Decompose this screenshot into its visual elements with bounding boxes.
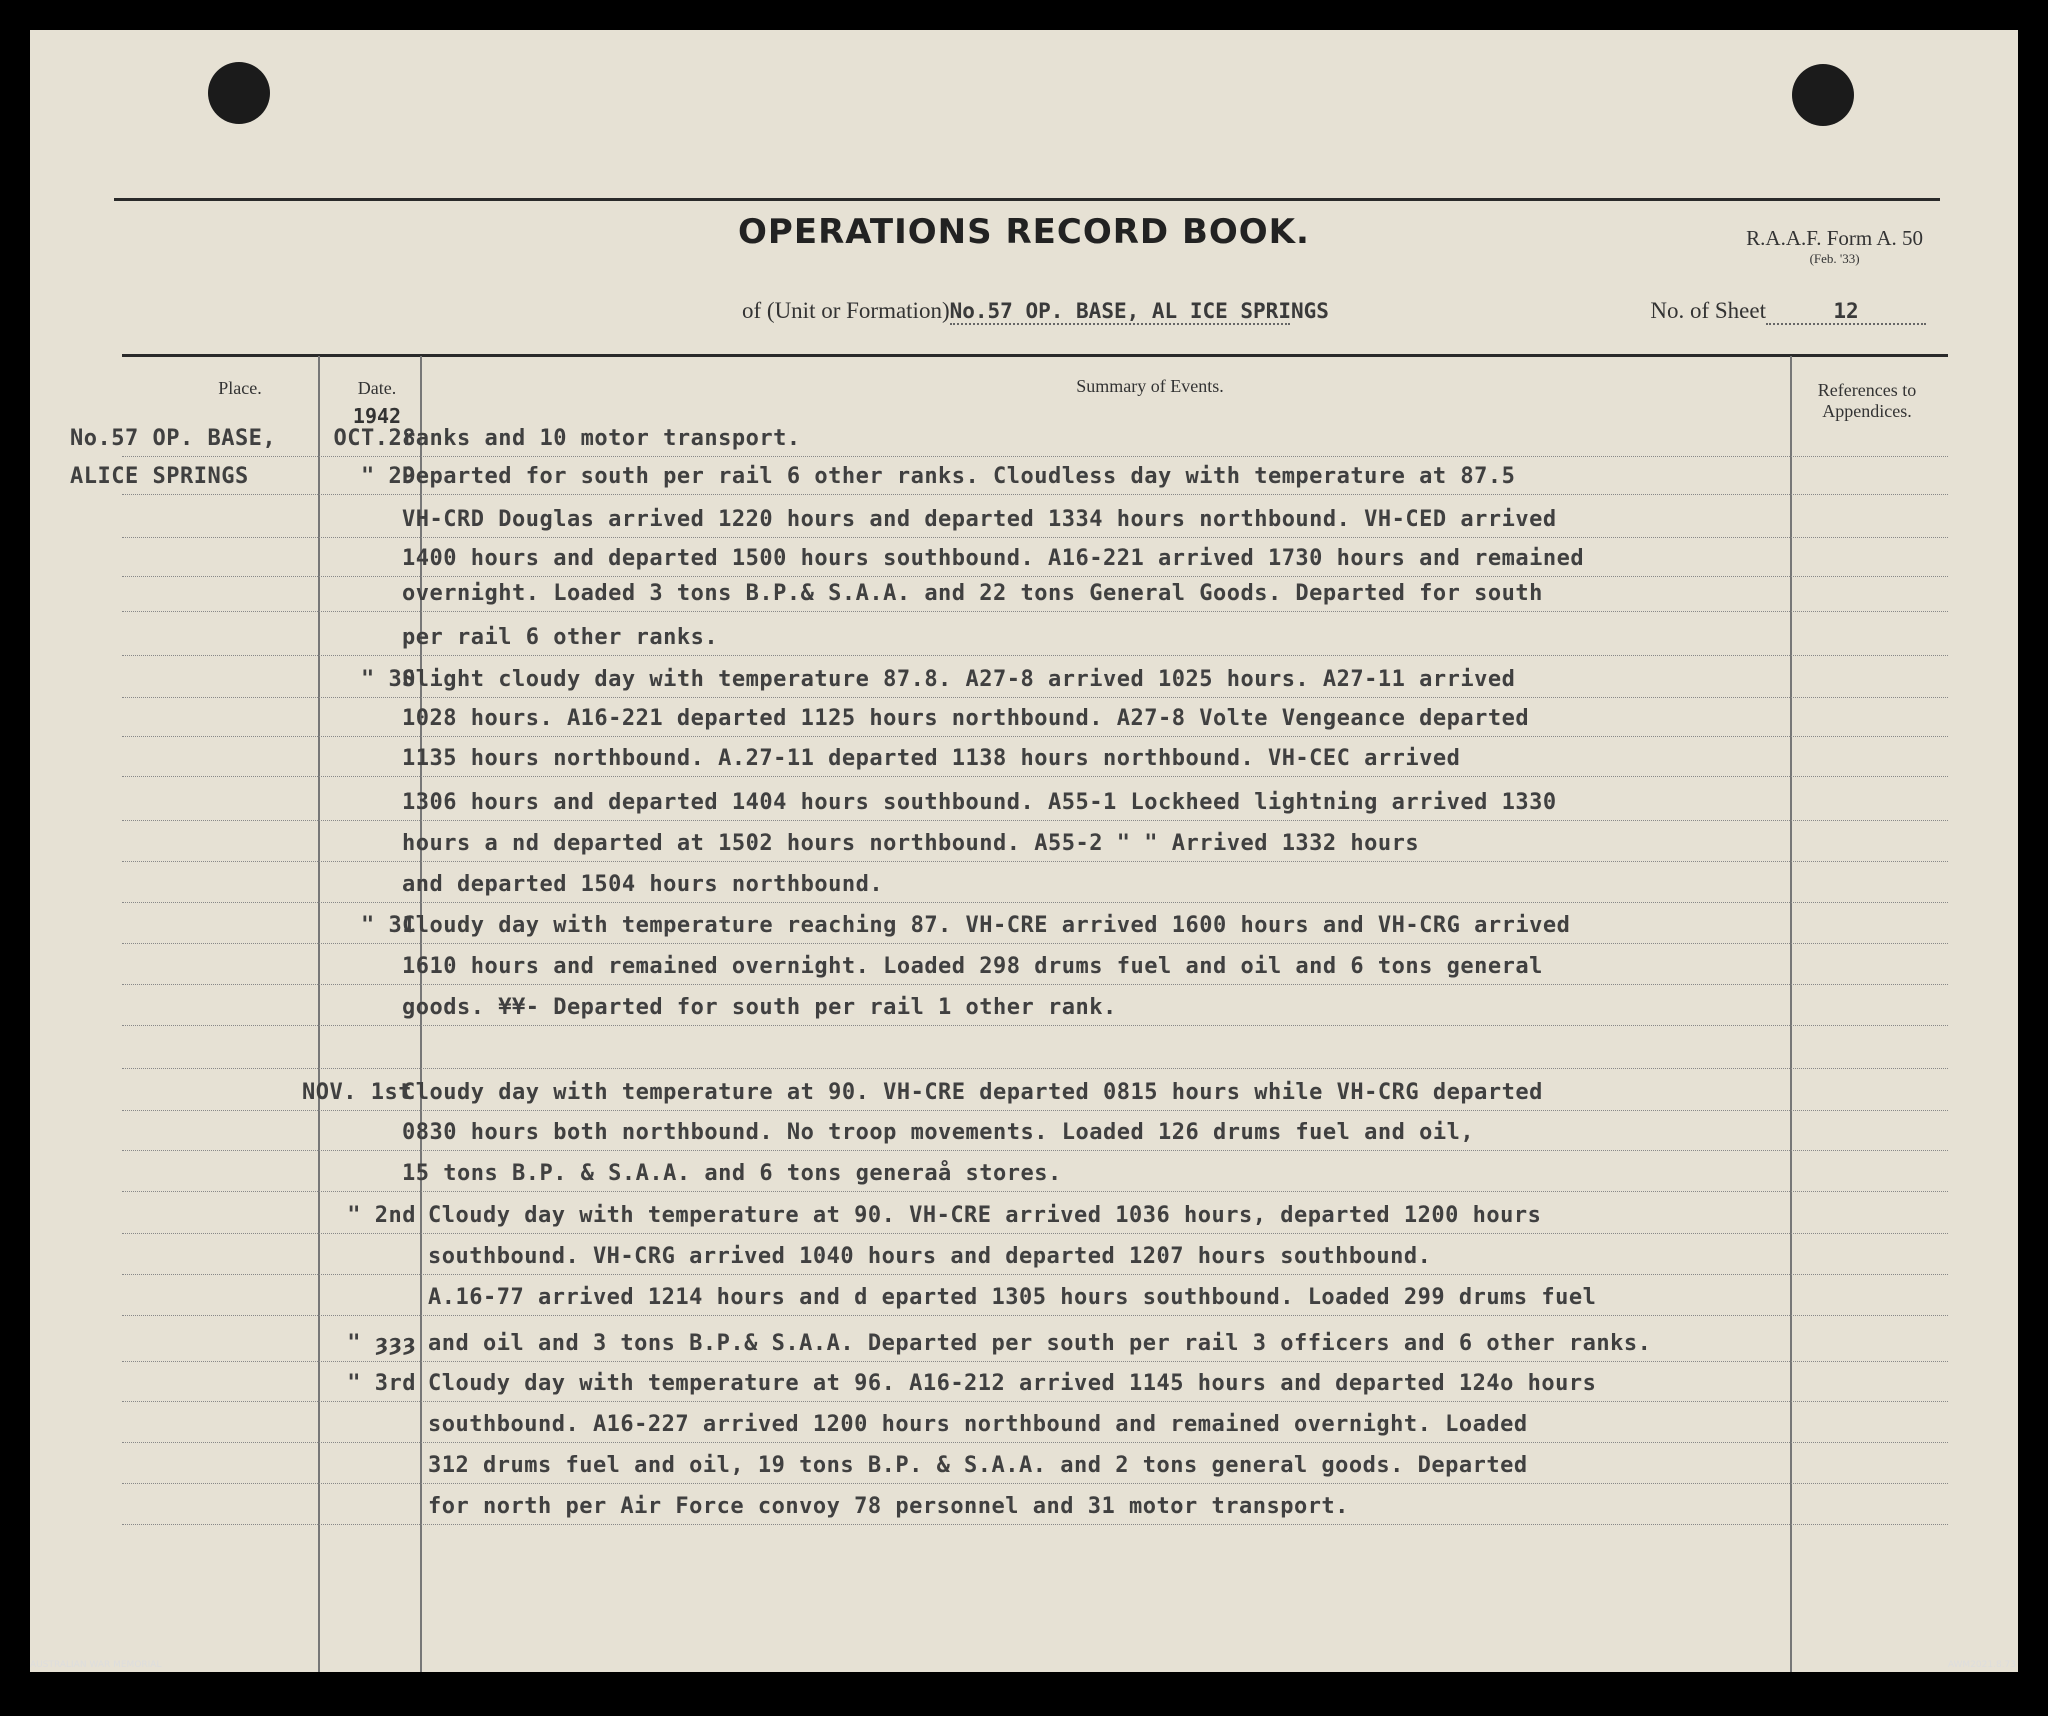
punch-hole-left xyxy=(208,62,270,124)
table-row xyxy=(30,1199,2018,1233)
table-row xyxy=(30,827,2018,861)
row-summary: Cloudy day with temperature reaching 87. VH-CRE arrived 1600 hours and VH-CRG arrived xyxy=(402,913,1571,938)
ruled-line xyxy=(122,1361,1948,1362)
row-place: No.57 OP. BASE, xyxy=(70,426,277,451)
unit-label: of (Unit or Formation) xyxy=(742,298,950,323)
row-summary: Cloudy day with temperature at 90. VH-CRE departed 0815 hours while VH-CRG departed xyxy=(402,1080,1543,1105)
row-summary: ranks and 10 motor transport. xyxy=(402,426,801,451)
row-date: " ȝȝȝ xyxy=(347,1331,416,1356)
table-row xyxy=(30,1367,2018,1401)
row-date: OCT.28 xyxy=(333,426,416,451)
row-summary: 15 tons B.P. & S.A.A. and 6 tons generaå stores. xyxy=(402,1161,1062,1186)
table-row xyxy=(30,422,2018,456)
row-summary: Cloudy day with temperature at 96. A16-212 arrived 1145 hours and departed 124o hours xyxy=(428,1371,1597,1396)
table-row xyxy=(30,950,2018,984)
ruled-line xyxy=(122,655,1948,656)
table-row xyxy=(30,1116,2018,1150)
ruled-line xyxy=(122,494,1948,495)
row-date: " 31 xyxy=(361,913,416,938)
row-summary: 1400 hours and departed 1500 hours southbound. A16-221 arrived 1730 hours and remained xyxy=(402,546,1585,571)
unit-line xyxy=(742,298,1329,325)
row-date: " 3rd xyxy=(347,1371,416,1396)
table-row xyxy=(30,1281,2018,1315)
row-summary: southbound. VH-CRG arrived 1040 hours and departed 1207 hours southbound. xyxy=(428,1244,1432,1269)
sheet-number xyxy=(1650,298,1926,325)
row-summary: 1135 hours northbound. A.27-11 departed 1138 hours northbound. VH-CEC arrived xyxy=(402,746,1461,771)
ruled-line xyxy=(122,861,1948,862)
row-summary: 1028 hours. A16-221 departed 1125 hours northbound. A27-8 Volte Vengeance departed xyxy=(402,706,1530,731)
ruled-line xyxy=(122,1233,1948,1234)
footer-left: AUSTRALIAN WAR MEMORIAL xyxy=(30,1660,162,1670)
ruled-line xyxy=(122,1524,1948,1525)
table-row xyxy=(30,1076,2018,1110)
row-summary: Slight cloudy day with temperature 87.8. A27-8 arrived 1025 hours. A27-11 arrived xyxy=(402,667,1516,692)
ruled-line xyxy=(122,943,1948,944)
ruled-line xyxy=(122,537,1948,538)
page-title: OPERATIONS RECORD BOOK. xyxy=(738,212,1310,252)
table-row xyxy=(30,742,2018,776)
ruled-line xyxy=(122,1191,1948,1192)
column-header-place: Place. xyxy=(218,378,262,398)
row-summary: A.16-77 arrived 1214 hours and d eparted 1305 hours southbound. Loaded 299 drums fuel xyxy=(428,1285,1597,1310)
punch-hole-right xyxy=(1792,64,1854,126)
row-date: " 2nd xyxy=(347,1203,416,1228)
table-row xyxy=(30,542,2018,576)
row-date: NOV. 1st xyxy=(302,1080,412,1105)
ruled-line xyxy=(122,776,1948,777)
table-row xyxy=(30,991,2018,1025)
ruled-line xyxy=(122,820,1948,821)
row-summary: southbound. A16-227 arrived 1200 hours northbound and remained overnight. Loaded xyxy=(428,1412,1528,1437)
document-page xyxy=(30,30,2018,1672)
table-row xyxy=(30,868,2018,902)
table-row xyxy=(30,663,2018,697)
row-summary: VH-CRD Douglas arrived 1220 hours and departed 1334 hours northbound. VH-CED arrived xyxy=(402,507,1557,532)
table-row xyxy=(30,702,2018,736)
table-row xyxy=(30,1449,2018,1483)
ruled-line xyxy=(122,736,1948,737)
column-header-year: 1942 xyxy=(352,404,402,428)
table-row xyxy=(30,1240,2018,1274)
sheet-label: No. of Sheet xyxy=(1650,298,1766,323)
ruled-line xyxy=(122,697,1948,698)
row-summary: and departed 1504 hours northbound. xyxy=(402,872,884,897)
ruled-line xyxy=(122,1401,1948,1402)
table-row xyxy=(30,460,2018,494)
ruled-line xyxy=(122,1483,1948,1484)
row-summary: 1610 hours and remained overnight. Loaded 298 drums fuel and oil and 6 tons general xyxy=(402,954,1543,979)
form-number: R.A.A.F. Form A. 50 xyxy=(1746,226,1923,250)
ruled-line xyxy=(122,984,1948,985)
sheet-value: 12 xyxy=(1766,299,1926,325)
column-header-summary: Summary of Events. xyxy=(1076,376,1224,396)
row-summary: for north per Air Force convoy 78 personnel and 31 motor transport. xyxy=(428,1494,1349,1519)
ruled-line xyxy=(122,1110,1948,1111)
footer-right: AWM2021.8.73 xyxy=(1947,1660,2016,1670)
column-header-date: Date. xyxy=(357,378,397,398)
row-summary: 0830 hours both northbound. No troop movements. Loaded 126 drums fuel and oil, xyxy=(402,1120,1475,1145)
table-row xyxy=(30,786,2018,820)
table-row xyxy=(30,621,2018,655)
ruled-line xyxy=(122,1150,1948,1151)
ruled-line xyxy=(122,1274,1948,1275)
table-row xyxy=(30,909,2018,943)
ruled-line xyxy=(122,611,1948,612)
unit-value: No.57 OP. BASE, AL ICE SPRINGS xyxy=(949,299,1329,323)
table-row xyxy=(30,1327,2018,1361)
row-summary: goods. ¥¥- Departed for south per rail 1 other rank. xyxy=(402,995,1117,1020)
table-row xyxy=(30,503,2018,537)
top-rule xyxy=(114,198,1940,201)
form-reference xyxy=(1746,226,1923,267)
form-date: (Feb. '33) xyxy=(1809,251,1860,266)
row-summary: Departed for south per rail 6 other ranks. Cloudless day with temperature at 87.5 xyxy=(402,464,1516,489)
table-row xyxy=(30,1490,2018,1524)
ruled-line xyxy=(122,1068,1948,1069)
table-row xyxy=(30,1408,2018,1442)
column-header-references: References to Appendices. xyxy=(1817,380,1917,421)
table-top-rule xyxy=(122,354,1948,357)
row-summary: 1306 hours and departed 1404 hours southbound. A55-1 Lockheed lightning arrived 1330 xyxy=(402,790,1557,815)
row-summary: overnight. Loaded 3 tons B.P.& S.A.A. and 22 tons General Goods. Departed for south xyxy=(402,581,1543,606)
row-summary: and oil and 3 tons B.P.& S.A.A. Departed per south per rail 3 officers and 6 other ranks. xyxy=(428,1331,1652,1356)
table-row xyxy=(30,1157,2018,1191)
row-date: " 30 xyxy=(361,667,416,692)
row-date: " 29 xyxy=(361,464,416,489)
table-row xyxy=(30,1034,2018,1068)
ruled-line xyxy=(122,1315,1948,1316)
row-summary: hours a nd departed at 1502 hours northbound. A55-2 " " Arrived 1332 hours xyxy=(402,831,1420,856)
ruled-line xyxy=(122,1025,1948,1026)
row-place: ALICE SPRINGS xyxy=(70,464,249,489)
row-summary: per rail 6 other ranks. xyxy=(402,625,719,650)
ruled-line xyxy=(122,902,1948,903)
ruled-line xyxy=(122,1442,1948,1443)
table-row xyxy=(30,577,2018,611)
ruled-line xyxy=(122,456,1948,457)
row-summary: Cloudy day with temperature at 90. VH-CRE arrived 1036 hours, departed 1200 hours xyxy=(428,1203,1542,1228)
row-summary: 312 drums fuel and oil, 19 tons B.P. & S.A.A. and 2 tons general goods. Departed xyxy=(428,1453,1528,1478)
